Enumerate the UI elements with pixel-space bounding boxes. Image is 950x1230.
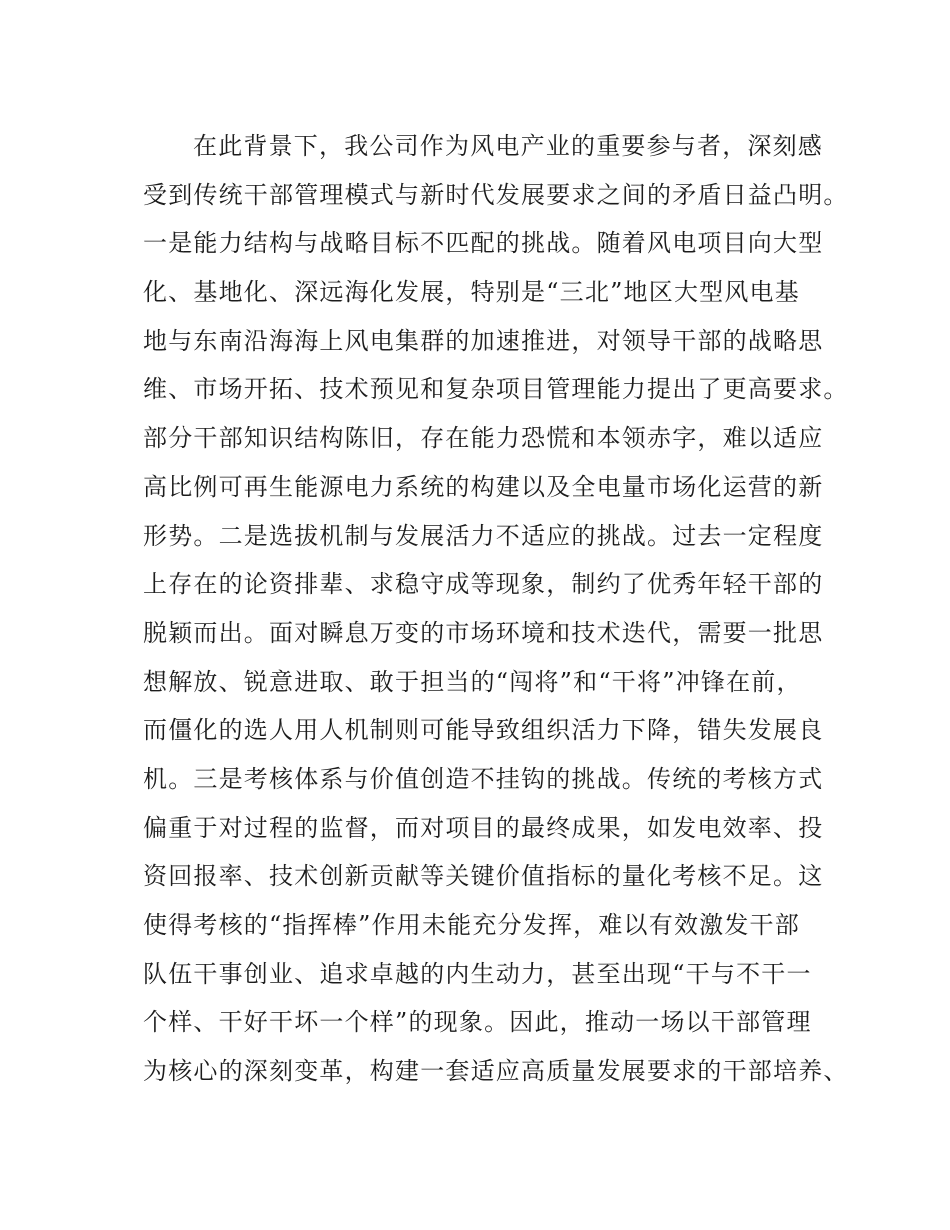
text-line: 为核心的深刻变革，构建一套适应高质量发展要求的干部培养、 (143, 1057, 849, 1086)
text-line: 使得考核的“指挥棒”作用未能充分发挥，难以有效激发干部 (143, 911, 800, 939)
text-line: 队伍干事创业、追求卓越的内生动力，甚至出现“干与不干一 (143, 959, 812, 988)
text-line: 地与东南沿海海上风电集群的加速推进，对领导干部的战略思 (143, 326, 824, 355)
text-line: 化、基地化、深远海化发展，特别是“三北”地区大型风电基 (143, 278, 800, 307)
body-paragraph (143, 122, 849, 1096)
text-line: 想解放、锐意进取、敢于担当的“闯将”和“干将”冲锋在前， (143, 667, 802, 696)
text-line: 高比例可再生能源电力系统的构建以及全电量市场化运营的新 (143, 472, 824, 501)
text-line: 机。三是考核体系与价值创造不挂钩的挑战。传统的考核方式 (143, 764, 824, 793)
text-line: 个样、干好干坏一个样”的现象。因此，推动一场以干部管理 (143, 1008, 812, 1037)
text-line: 资回报率、技术创新贡献等关键价值指标的量化考核不足。这 (143, 862, 824, 891)
text-line: 部分干部知识结构陈旧，存在能力恐慌和本领赤字，难以适应 (143, 424, 824, 453)
text-line: 上存在的论资排辈、求稳守成等现象，制约了优秀年轻干部的 (143, 570, 824, 599)
text-line: 形势。二是选拔机制与发展活力不适应的挑战。过去一定程度 (143, 521, 824, 550)
text-line: 维、市场开拓、技术预见和复杂项目管理能力提出了更高要求。 (143, 375, 849, 404)
text-line: 脱颖而出。面对瞬息万变的市场环境和技术迭代，需要一批思 (143, 618, 824, 647)
text-line: 一是能力结构与战略目标不匹配的挑战。随着风电项目向大型 (143, 229, 824, 258)
text-line: 偏重于对过程的监督，而对项目的最终成果，如发电效率、投 (143, 813, 824, 842)
text-line: 在此背景下，我公司作为风电产业的重要参与者，深刻感 (193, 132, 823, 160)
text-line: 而僵化的选人用人机制则可能导致组织活力下降，错失发展良 (143, 716, 824, 745)
text-line: 受到传统干部管理模式与新时代发展要求之间的矛盾日益凸明。 (143, 180, 849, 209)
